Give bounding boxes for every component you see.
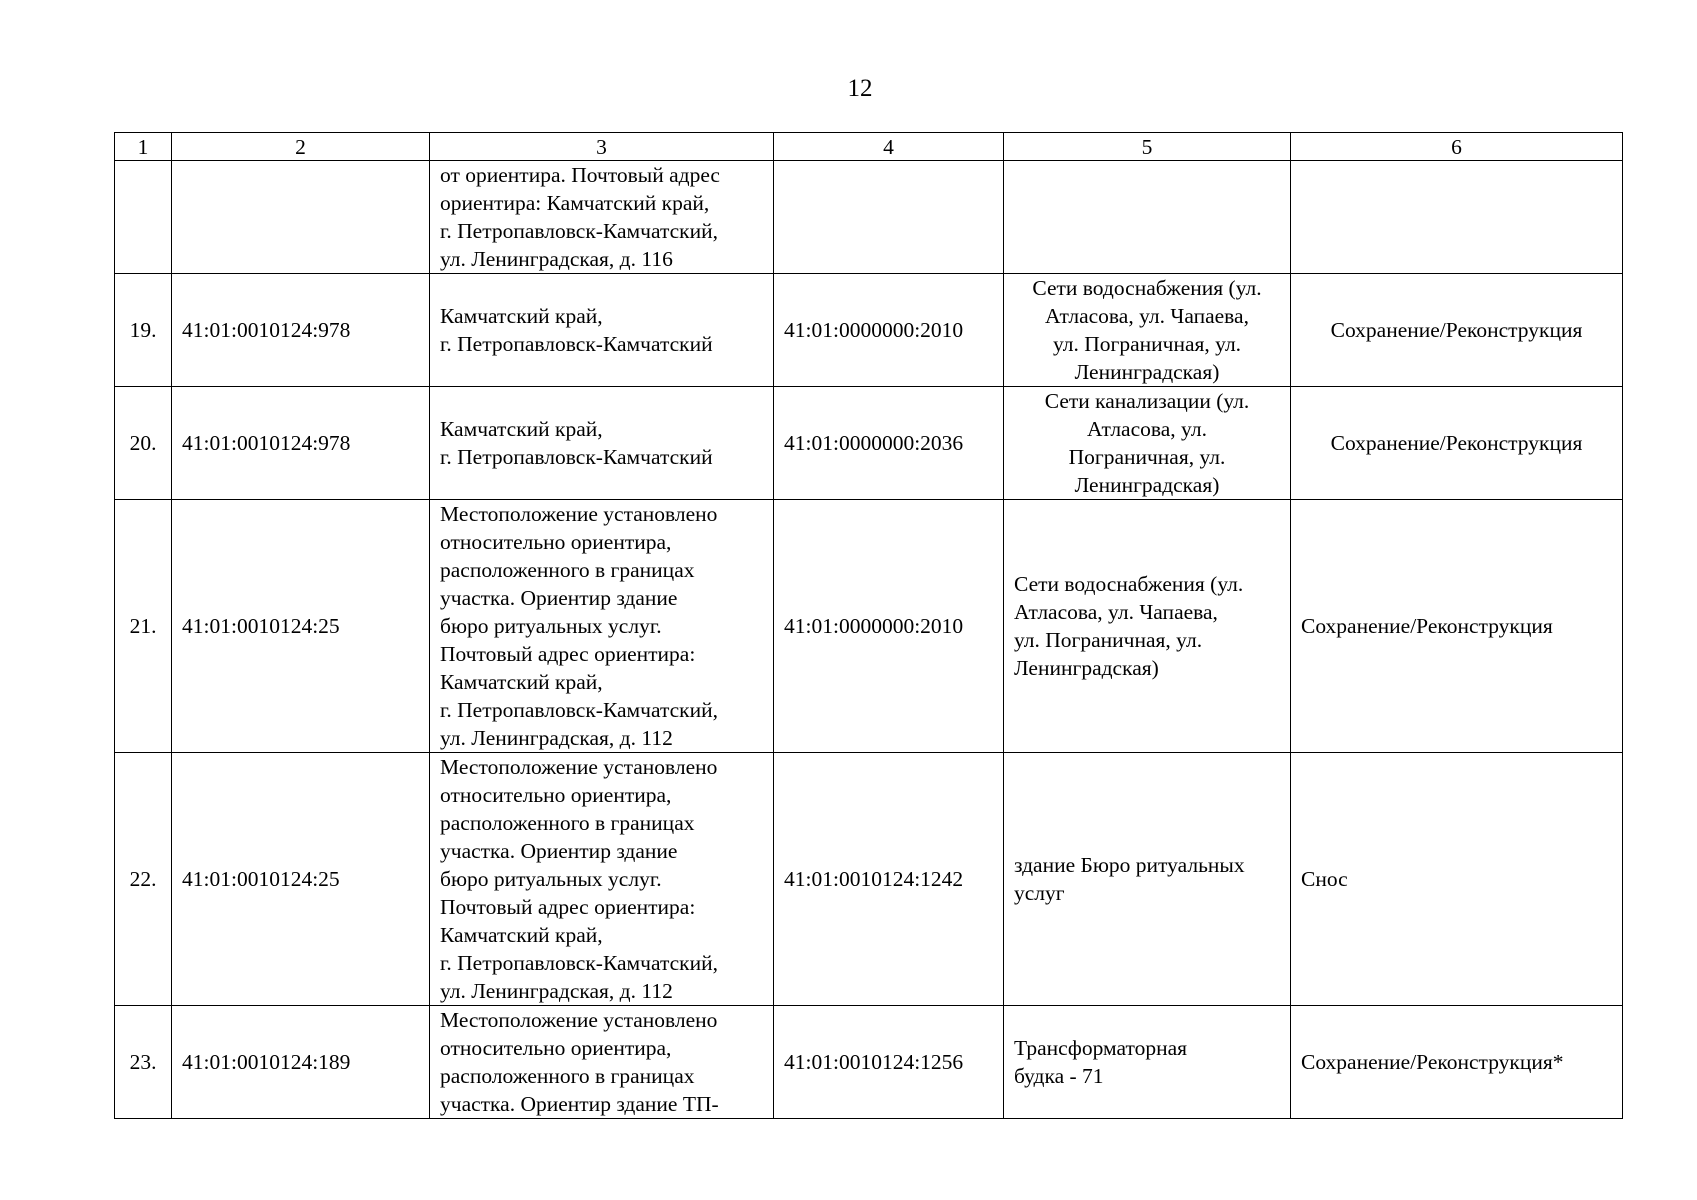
cell-object-cadastral xyxy=(774,161,1004,274)
page-number: 12 xyxy=(847,75,873,102)
table-row xyxy=(115,500,1623,753)
cell-address: Местоположение установлено относительно ориентира, расположенного в границах участка. Ориентир здание бюро ритуальных услуг. Почтовый адрес ориентира: Камчатский край, г. Петропавловск-Камчатский, ул. Ленинградская, д. 112 xyxy=(430,500,774,753)
cell-number xyxy=(115,161,172,274)
cell-cadastral-number: 41:01:0010124:978 xyxy=(172,274,430,387)
cell-object-name xyxy=(1004,161,1291,274)
cell-object-cadastral: 41:01:0010124:1242 xyxy=(774,753,1004,1006)
cell-number: 21. xyxy=(115,500,172,753)
column-header: 1 xyxy=(115,133,172,161)
cell-action: Сохранение/Реконструкция xyxy=(1291,500,1623,753)
cell-object-name: Сети водоснабжения (ул. Атласова, ул. Чапаева, ул. Пограничная, ул. Ленинградская) xyxy=(1004,274,1291,387)
cell-object-cadastral: 41:01:0000000:2010 xyxy=(774,500,1004,753)
cell-cadastral-number: 41:01:0010124:189 xyxy=(172,1006,430,1119)
cell-object-cadastral: 41:01:0000000:2010 xyxy=(774,274,1004,387)
cell-address: Местоположение установлено относительно ориентира, расположенного в границах участка. Ориентир здание ТП- xyxy=(430,1006,774,1119)
cell-object-name: Сети канализации (ул. Атласова, ул. Пограничная, ул. Ленинградская) xyxy=(1004,387,1291,500)
cell-cadastral-number: 41:01:0010124:978 xyxy=(172,387,430,500)
cell-object-cadastral: 41:01:0010124:1256 xyxy=(774,1006,1004,1119)
column-header: 5 xyxy=(1004,133,1291,161)
cell-number: 19. xyxy=(115,274,172,387)
cell-cadastral-number xyxy=(172,161,430,274)
table-row xyxy=(115,753,1623,1006)
cell-address: от ориентира. Почтовый адрес ориентира: Камчатский край, г. Петропавловск-Камчатский, ул. Ленинградская, д. 116 xyxy=(430,161,774,274)
cell-address: Местоположение установлено относительно ориентира, расположенного в границах участка. Ориентир здание бюро ритуальных услуг. Почтовый адрес ориентира: Камчатский край, г. Петропавловск-Камчатский, ул. Ленинградская, д. 112 xyxy=(430,753,774,1006)
cell-address: Камчатский край, г. Петропавловск-Камчатский xyxy=(430,274,774,387)
cell-number: 20. xyxy=(115,387,172,500)
column-header: 6 xyxy=(1291,133,1623,161)
cell-action: Сохранение/Реконструкция* xyxy=(1291,1006,1623,1119)
cell-object-name: Сети водоснабжения (ул. Атласова, ул. Чапаева, ул. Пограничная, ул. Ленинградская) xyxy=(1004,500,1291,753)
cell-action: Снос xyxy=(1291,753,1623,1006)
cell-cadastral-number: 41:01:0010124:25 xyxy=(172,500,430,753)
column-header: 2 xyxy=(172,133,430,161)
table-row xyxy=(115,387,1623,500)
cell-object-cadastral: 41:01:0000000:2036 xyxy=(774,387,1004,500)
column-header: 4 xyxy=(774,133,1004,161)
column-header: 3 xyxy=(430,133,774,161)
cell-action xyxy=(1291,161,1623,274)
cell-action: Сохранение/Реконструкция xyxy=(1291,274,1623,387)
cell-object-name: Трансформаторная будка - 71 xyxy=(1004,1006,1291,1119)
table-row xyxy=(115,274,1623,387)
cell-action: Сохранение/Реконструкция xyxy=(1291,387,1623,500)
table-row-continuation xyxy=(115,161,1623,274)
cell-address: Камчатский край, г. Петропавловск-Камчатский xyxy=(430,387,774,500)
cell-number: 22. xyxy=(115,753,172,1006)
objects-table xyxy=(114,132,1623,1119)
cell-cadastral-number: 41:01:0010124:25 xyxy=(172,753,430,1006)
table-row xyxy=(115,1006,1623,1119)
cell-object-name: здание Бюро ритуальных услуг xyxy=(1004,753,1291,1006)
table-header-row xyxy=(115,133,1623,161)
cell-number: 23. xyxy=(115,1006,172,1119)
